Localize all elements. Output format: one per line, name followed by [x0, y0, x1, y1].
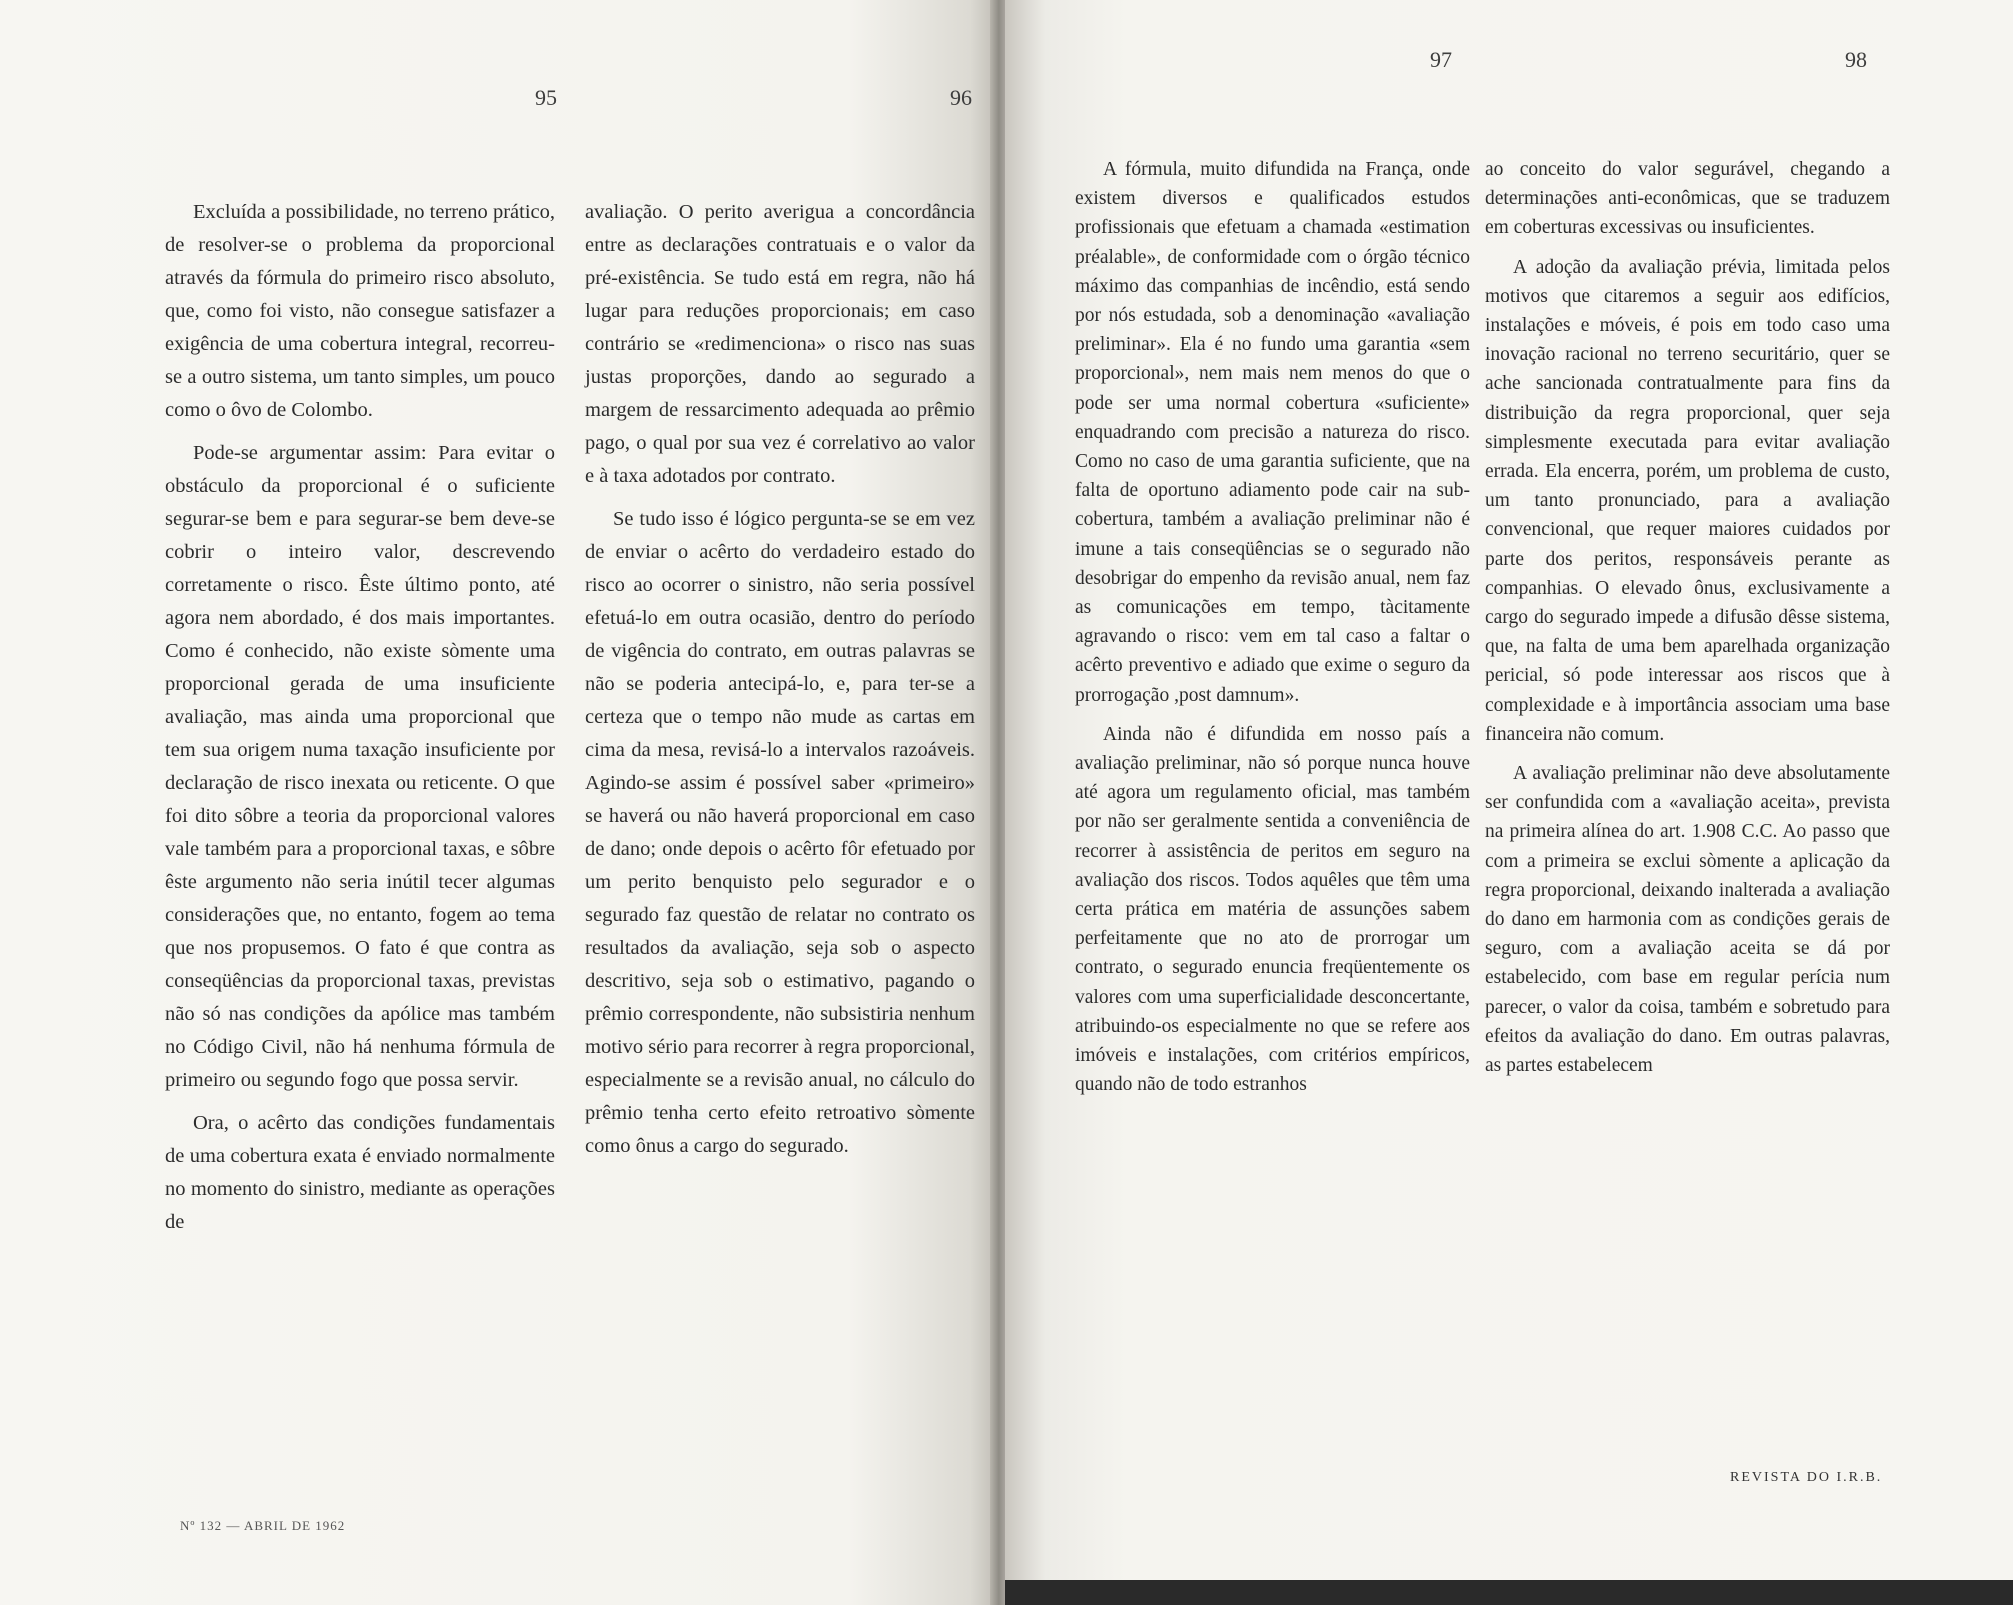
paragraph: A fórmula, muito difundida na França, onde existem diversos e qualificados estudos profissionais que efetuam a chamada «estimation préalable», de conformidade com o órgão técnico máximo das companhias de incêndio, está sendo por nós estudada, sob a denominação «avaliação preliminar». Ela é no fundo uma garantia «sem proporcional», nem mais nem menos do que o pode ser uma normal cobertura «suficiente» enquadrando com precisão a natureza do risco. Como no caso de uma garantia suficiente, que na falta de oportuno adiamento pode cair na sub-cobertura, também a avaliação preliminar não é imune a tais conseqüências se o segurado não desobrigar do empenho da revisão anual, nem faz as comunicações em tempo, tàcitamente agravando o risco: vem em tal caso a faltar o acêrto preventivo e adiado que exime o seguro da prorrogação ,post damnum». — [1075, 159, 1470, 706]
column-page-95 — [165, 196, 555, 1249]
paragraph: A avaliação preliminar não deve absolutamente ser confundida com a «avaliação aceita», prevista na primeira alínea do art. 1.908 C.C. Ao passo que com a primeira se exclui sòmente a aplicação da regra proporcional, deixando inalterada a avaliação do dano em harmonia com as condições gerais de seguro, com a avaliação aceita se dá por estabelecido, com base em regular perícia num parecer, o valor da coisa, também e sobretudo para efeitos da avaliação do dano. Em outras palavras, as partes estabelecem — [1485, 763, 1890, 1077]
paragraph: Excluída a possibilidade, no terreno prático, de resolver-se o problema da proporcional através da fórmula do primeiro risco absoluto, que, como foi visto, não consegue satisfazer a exigência de uma cobertura integral, recorreu-se a outro sistema, um tanto simples, um pouco como o ôvo de Colombo. — [165, 201, 555, 421]
paragraph: Ainda não é difundida em nosso país a avaliação preliminar, não só porque nunca houve até agora um regulamento oficial, mas também por não ser geralmente sentida a conveniência de recorrer à assistência de peritos em seguro na avaliação dos riscos. Todos aquêles que têm uma certa prática em matéria de assunções sabem perfeitamente que no ato de prorrogar um contrato, o segurado enuncia freqüentemente os valores com uma superficialidade desconcertante, atribuindo-os especialmente no que se refere aos imóveis e instalações, com critérios empíricos, quando não de todo estranhos — [1075, 723, 1470, 1096]
left-page — [0, 0, 1000, 1605]
paragraph: Se tudo isso é lógico pergunta-se se em vez de enviar o acêrto do verdadeiro estado do risco ao ocorrer o sinistro, não seria possível efetuá-lo em outra ocasião, dentro do período de vigência do contrato, em outras palavras se não se poderia antecipá-lo, e, para ter-se a certeza que o tempo não mude as cartas em cima da mesa, revisá-lo a intervalos razoáveis. Agindo-se assim é possível saber «primeiro» se haverá ou não haverá proporcional em caso de dano; onde depois o acêrto fôr efetuado por um perito benquisto pelo segurador e o segurado faz questão de relatar no contrato os resultados da avaliação, seja sob o aspecto descritivo, seja sob o estimativo, pagando o prêmio correspondente, não subsistiria nenhum motivo sério para recorrer à regra proporcional, especialmente se a revisão anual, no cálculo do prêmio tenha certo efeito retroativo sòmente como ônus a cargo do segurado. — [585, 508, 975, 1157]
paragraph: ao conceito do valor segurável, chegando a determinações anti-econômicas, que se traduzem em coberturas excessivas ou insuficientes. — [1485, 159, 1890, 239]
page-number-95: 95 — [535, 85, 557, 110]
column-page-98 — [1485, 155, 1890, 1090]
paragraph: A adoção da avaliação prévia, limitada pelos motivos que citaremos a seguir aos edifícios, instalações e móveis, é pois em todo caso uma inovação racional no terreno securitário, quer se ache sancionada contratualmente para fins da distribuição da regra proporcional, quer seja simplesmente executada para evitar avaliação errada. Ela encerra, porém, um problema de custo, um tanto pronunciado, para a avaliação convencional, que requer maiores cuidados por parte dos peritos, responsáveis perante as companhias. O elevado ônus, exclusivamente a cargo do segurado impede a difusão dêsse sistema, que, na falta de uma bem aparelhada organização pericial, só pode interessar aos riscos que à complexidade e à importância associam uma base financeira não comum. — [1485, 256, 1890, 745]
page-number-97: 97 — [1430, 47, 1452, 72]
paragraph: Pode-se argumentar assim: Para evitar o obstáculo da proporcional é o suficiente segurar-se bem e para segurar-se bem deve-se cobrir o inteiro valor, descrevendo corretamente o risco. Êste último ponto, até agora nem abordado, é dos mais importantes. Como é conhecido, não existe sòmente uma proporcional gerada de uma insuficiente avaliação, mas ainda uma proporcional que tem sua origem numa taxação insuficiente por declaração de risco inexata ou reticente. O que foi dito sôbre a teoria da proporcional valores vale também para a proporcional taxas, e sôbre êste argumento não seria inútil tecer algumas considerações que, no entanto, fogem ao tema que nos propusemos. O fato é que contra as conseqüências da proporcional taxas, previstas não só nas condições da apólice mas também no Código Civil, não há nenhuma fórmula de primeiro ou segundo fogo que possa servir. — [165, 442, 555, 1091]
column-page-97 — [1075, 155, 1470, 1110]
issue-footer: Nº 132 — ABRIL DE 1962 — [180, 1518, 346, 1533]
page-number-96: 96 — [950, 85, 972, 110]
scan-edge — [1005, 1580, 2013, 1605]
page-number-98: 98 — [1845, 47, 1867, 72]
right-page — [1005, 0, 2013, 1605]
magazine-footer: REVISTA DO I.R.B. — [1730, 1470, 1883, 1485]
paragraph: avaliação. O perito averigua a concordância entre as declarações contratuais e o valor da pré-existência. Se tudo está em regra, não há lugar para reduções proporcionais; em caso contrário se «redimenciona» o risco nas suas justas proporções, dando ao segurado a margem de ressarcimento adequada ao prêmio pago, o qual por sua vez é correlativo ao valor e à taxa adotados por contrato. — [585, 201, 975, 487]
paragraph: Ora, o acêrto das condições fundamentais de uma cobertura exata é enviado normalmente no momento do sinistro, mediante as operações de — [165, 1112, 555, 1233]
column-page-96 — [585, 196, 975, 1173]
